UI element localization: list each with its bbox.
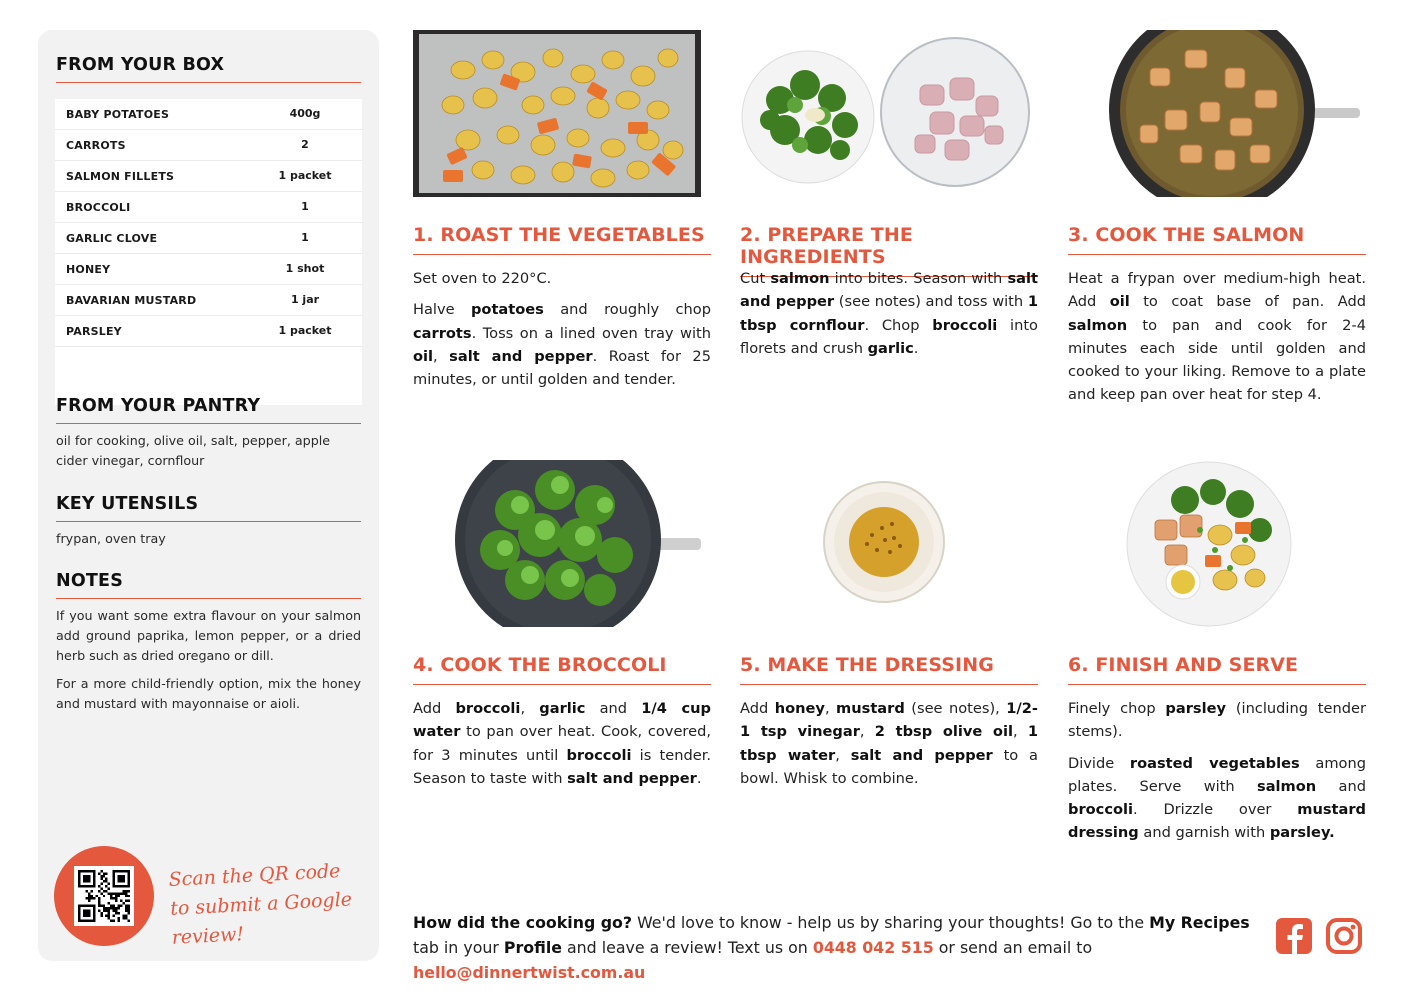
from-your-box-heading: FROM YOUR BOX [56,55,361,83]
ingredient-highlight: salmon [1257,777,1317,795]
footer-text-4: or send an email to [933,938,1093,957]
step-4-body [413,697,711,798]
footer-text-3: and leave a review! Text us on [561,938,813,957]
step-text: Set oven to 220°C. [413,270,552,287]
box-item-qty: 1 packet [278,324,332,337]
step-text: to coat base of pan. Add [1129,293,1366,311]
box-item-name: BABY POTATOES [66,108,170,121]
box-item-name: BAVARIAN MUSTARD [66,294,197,307]
box-item-qty: 400g [289,107,321,120]
ingredient-highlight: garlic [539,700,586,717]
ingredient-highlight: 1 tbsp cornflour [740,293,1038,334]
ingredient-highlight: salmon [1068,316,1128,334]
from-your-pantry-heading: FROM YOUR PANTRY [56,396,361,424]
step-paragraph [740,697,1038,790]
step-paragraph [413,697,711,790]
step-text: Add [413,700,456,717]
step-text: . Roast for 25 minutes, or until golden and tender. [413,347,712,389]
footer-question: How did the cooking go? [413,913,633,932]
step-paragraph [1068,752,1366,845]
ingredient-highlight: honey [774,700,825,717]
step-text: to a bowl. Whisk to combine. [740,746,1039,787]
footer-text-1: We'd love to know - help us by sharing your thoughts! Go to the [632,913,1150,932]
my-recipes-link[interactable]: My Recipes [1149,913,1250,932]
step-text: and [585,700,642,717]
step-paragraph [1068,267,1366,407]
facebook-icon[interactable] [1275,917,1313,955]
ingredient-highlight: parsley [1165,700,1226,717]
step-text: . [696,769,702,787]
ingredient-highlight: 1 tbsp water [740,723,1038,764]
box-item-name: CARROTS [66,139,126,152]
notes-text-1: If you want some extra flavour on your salmon add ground paprika, lemon pepper, or a dried herb such as dried oregano or dill. [56,608,361,663]
dressing-photo [822,480,946,604]
step-4-title: 4. COOK THE BROCCOLI [413,654,711,685]
box-item-name: BROCCOLI [66,201,131,214]
phone-link[interactable]: 0448 042 515 [812,938,934,957]
step-text: , [859,723,875,741]
step-2-body [740,267,1038,368]
ingredient-highlight: salt and pepper [567,769,697,787]
key-utensils-heading: KEY UTENSILS [56,494,361,522]
box-item-row [55,254,362,285]
ingredient-highlight: broccoli [932,316,998,334]
email-link[interactable]: hello@dinnertwist.com.au [413,963,646,982]
ingredient-highlight: salt and pepper [449,347,593,365]
qr-code-badge[interactable] [54,846,154,946]
box-item-row [55,285,362,316]
step-text: , [824,700,837,717]
step-text: Halve [413,301,471,319]
step-text: . Chop [864,316,933,334]
step-5-title: 5. MAKE THE DRESSING [740,654,1038,685]
step-paragraph [413,267,711,290]
finished-plate-photo [1125,460,1293,628]
ingredient-highlight: carrots [413,324,472,342]
ingredient-highlight: oil [413,347,434,365]
box-ingredients-table [55,99,362,405]
qr-caption: Scan the QR code to submit a Google review! [168,860,353,949]
notes-text-2: For a more child-friendly option, mix the honey and mustard with mayonnaise or aioli. [56,676,361,711]
ingredient-highlight: 2 tbsp olive oil [874,723,1013,741]
box-item-name: GARLIC CLOVE [66,232,158,245]
step-text: Finely chop [1068,700,1166,717]
step-text: (see notes), [904,700,1007,717]
step-text: into florets and crush [740,316,1038,357]
feedback-footer [413,910,1263,985]
ingredient-highlight: salt and pepper [850,746,993,764]
ingredient-highlight: oil [1109,293,1130,311]
step-1-title: 1. ROAST THE VEGETABLES [413,224,711,255]
step-text: to pan and cook for 2-4 minutes each side until golden and cooked to your liking. Remove to a plate and keep pan over heat for step 4. [1068,316,1366,404]
step-text: . [913,339,919,357]
ingredient-highlight: garlic [867,339,914,357]
step-text: and [1316,777,1366,795]
step-text: . Drizzle over [1133,801,1298,819]
box-item-qty: 1 [301,200,309,213]
box-item-name: HONEY [66,263,111,276]
ingredient-highlight: 1/4 cup water [413,700,711,741]
step-text: (including tender stems). [1068,700,1366,741]
box-item-qty: 2 [301,138,309,151]
step-text: (see notes) and toss with [834,293,1028,311]
utensils-text: frypan, oven tray [56,531,166,546]
box-item-row [55,99,362,130]
qr-code-icon[interactable] [74,866,134,926]
step-text: to pan over heat. Cook, covered, for 3 minutes until [413,723,711,764]
ingredient-highlight: potatoes [470,301,544,319]
ingredient-highlight: 1/2-1 tsp vinegar [740,700,1038,741]
box-item-qty: 1 packet [278,169,332,182]
step-paragraph [740,267,1038,360]
step-paragraph [413,298,711,391]
step-3-title: 3. COOK THE SALMON [1068,224,1366,255]
roast-vegetables-photo [413,30,701,197]
step-text: Divide [1068,754,1130,772]
step-5-body [740,697,1038,798]
cook-salmon-photo [1105,30,1360,197]
step-6-title: 6. FINISH AND SERVE [1068,654,1366,685]
ingredient-highlight: salmon [770,270,830,287]
ingredient-highlight: broccoli [1068,801,1134,819]
ingredient-highlight: roasted vegetables [1129,754,1300,772]
step-text: among plates. Serve with [1068,754,1366,795]
ingredient-highlight: salt and pepper [740,270,1038,311]
ingredient-highlight: mustard dressing [1068,801,1366,842]
step-text: , [520,700,540,717]
notes-heading: NOTES [56,571,361,599]
ingredient-highlight: broccoli [455,700,521,717]
step-text: . Toss on a lined oven tray with [471,324,711,342]
step-2-title: 2. PREPARE THE INGREDIENTS [740,224,1038,277]
box-item-qty: 1 [301,231,309,244]
step-text: is tender. Season to taste with [413,746,711,787]
box-item-row [55,130,362,161]
pantry-text: oil for cooking, olive oil, salt, pepper, apple cider vinegar, cornflour [56,433,331,468]
box-item-qty: 1 shot [285,262,325,275]
ingredient-highlight: broccoli [566,746,632,764]
instagram-icon[interactable] [1325,917,1363,955]
box-item-name: PARSLEY [66,325,122,338]
box-item-row [55,161,362,192]
step-text: Add [740,700,775,717]
step-6-body [1068,697,1366,853]
cook-broccoli-photo [455,460,701,627]
profile-link[interactable]: Profile [503,938,562,957]
step-text: Heat a frypan over medium-high heat. Add [1068,270,1366,311]
step-text: Cut [740,270,771,287]
step-text: , [1012,723,1028,741]
step-1-body [413,267,711,399]
footer-text-2: tab in your [413,938,504,957]
ingredient-highlight: mustard [836,700,905,717]
box-item-name: SALMON FILLETS [66,170,175,183]
step-3-body [1068,267,1366,415]
box-item-row [55,192,362,223]
ingredient-highlight: parsley. [1269,824,1335,842]
box-item-row [55,223,362,254]
step-text: , [835,746,851,764]
step-text: into bites. Season with [829,270,1008,287]
step-text: , [433,347,450,365]
box-item-qty: 1 jar [290,293,320,306]
box-item-row [55,316,362,347]
ingredients-panel [38,30,379,961]
step-text: and garnish with [1138,824,1270,842]
step-paragraph [1068,697,1366,744]
step-text: and roughly chop [543,301,711,319]
prepare-ingredients-photo [740,30,1038,197]
